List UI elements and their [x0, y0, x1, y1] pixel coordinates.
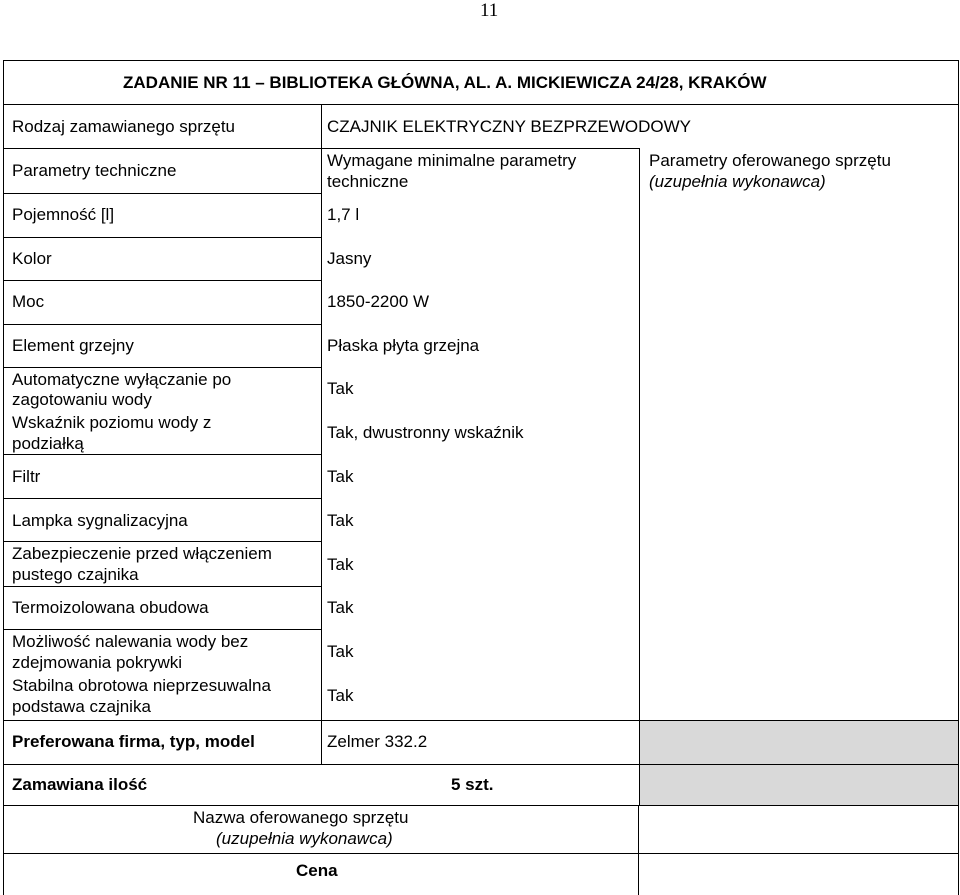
param-pour-without-lid-line2: zdejmowania pokrywki [12, 653, 183, 672]
offered-name-label: Nazwa oferowanego sprzętu [193, 808, 409, 827]
param-dry-protection-line2: pustego czajnika [12, 565, 139, 584]
page-title: ZADANIE NR 11 – BIBLIOTEKA GŁÓWNA, AL. A. MICKIEWICZA 24/28, KRAKÓW [123, 73, 767, 92]
row-divider [3, 193, 321, 194]
equipment-type-value: CZAJNIK ELEKTRYCZNY BEZPRZEWODOWY [327, 117, 691, 136]
param-color: Kolor [12, 249, 52, 268]
quantity-value: 5 szt. [451, 775, 494, 794]
preferred-model-value: Zelmer 332.2 [327, 732, 428, 751]
param-rotating-base-line1: Stabilna obrotowa nieprzesuwalna [12, 676, 271, 695]
value-pour-without-lid: Tak [327, 642, 354, 661]
param-filter: Filtr [12, 467, 41, 486]
param-pour-without-lid-line1: Możliwość nalewania wody bez [12, 632, 249, 651]
row-divider [3, 541, 321, 542]
param-insulated-housing: Termoizolowana obudowa [12, 598, 209, 617]
param-dry-protection-line1: Zabezpieczenie przed włączeniem [12, 544, 272, 563]
row-divider [3, 498, 321, 499]
gray-cell-preferred [640, 720, 958, 764]
value-dry-protection: Tak [327, 555, 354, 574]
value-rotating-base: Tak [327, 686, 354, 705]
param-power: Moc [12, 292, 45, 311]
param-water-level-line2: podziałką [12, 434, 84, 453]
value-indicator-light: Tak [327, 511, 354, 530]
col-divider [638, 805, 639, 853]
page-number: 11 [480, 0, 499, 21]
price-label: Cena [296, 861, 338, 880]
value-water-level: Tak, dwustronny wskaźnik [327, 423, 524, 442]
param-water-level-line1: Wskaźnik poziomu wody z [12, 413, 212, 432]
param-auto-off-line2: zagotowaniu wody [12, 390, 152, 409]
row-divider [3, 324, 321, 325]
header-required-line1: Wymagane minimalne parametry [327, 151, 577, 170]
row-divider [3, 629, 321, 630]
value-auto-off: Tak [327, 379, 354, 398]
value-insulated-housing: Tak [327, 598, 354, 617]
row-divider [3, 853, 959, 854]
param-capacity: Pojemność [l] [12, 205, 115, 224]
value-filter: Tak [327, 467, 354, 486]
col-divider [638, 853, 639, 895]
row-divider [3, 586, 321, 587]
row-divider [3, 280, 321, 281]
col-divider [321, 104, 322, 765]
gray-cell-quantity [640, 765, 958, 805]
value-capacity: 1,7 l [327, 205, 360, 224]
header-offered-line1: Parametry oferowanego sprzętu [649, 151, 891, 170]
equipment-type-label: Rodzaj zamawianego sprzętu [12, 117, 236, 136]
value-color: Jasny [327, 249, 372, 268]
preferred-model-label: Preferowana firma, typ, model [12, 732, 255, 751]
header-offered-line2: (uzupełnia wykonawca) [649, 172, 826, 191]
offered-name-note: (uzupełnia wykonawca) [216, 829, 393, 848]
row-divider [3, 764, 959, 765]
value-power: 1850-2200 W [327, 292, 430, 311]
row-divider [3, 805, 959, 806]
value-heating-element: Płaska płyta grzejna [327, 336, 480, 355]
header-required-line2: techniczne [327, 172, 409, 191]
param-indicator-light: Lampka sygnalizacyjna [12, 511, 188, 530]
param-rotating-base-line2: podstawa czajnika [12, 697, 151, 716]
row-divider [3, 367, 321, 368]
param-auto-off-line1: Automatyczne wyłączanie po [12, 370, 232, 389]
quantity-label: Zamawiana ilość [12, 775, 148, 794]
row-divider [3, 237, 321, 238]
param-heating-element: Element grzejny [12, 336, 134, 355]
col-divider [639, 148, 640, 805]
header-params: Parametry techniczne [12, 161, 177, 180]
row-divider [3, 104, 959, 105]
row-divider [3, 720, 959, 721]
